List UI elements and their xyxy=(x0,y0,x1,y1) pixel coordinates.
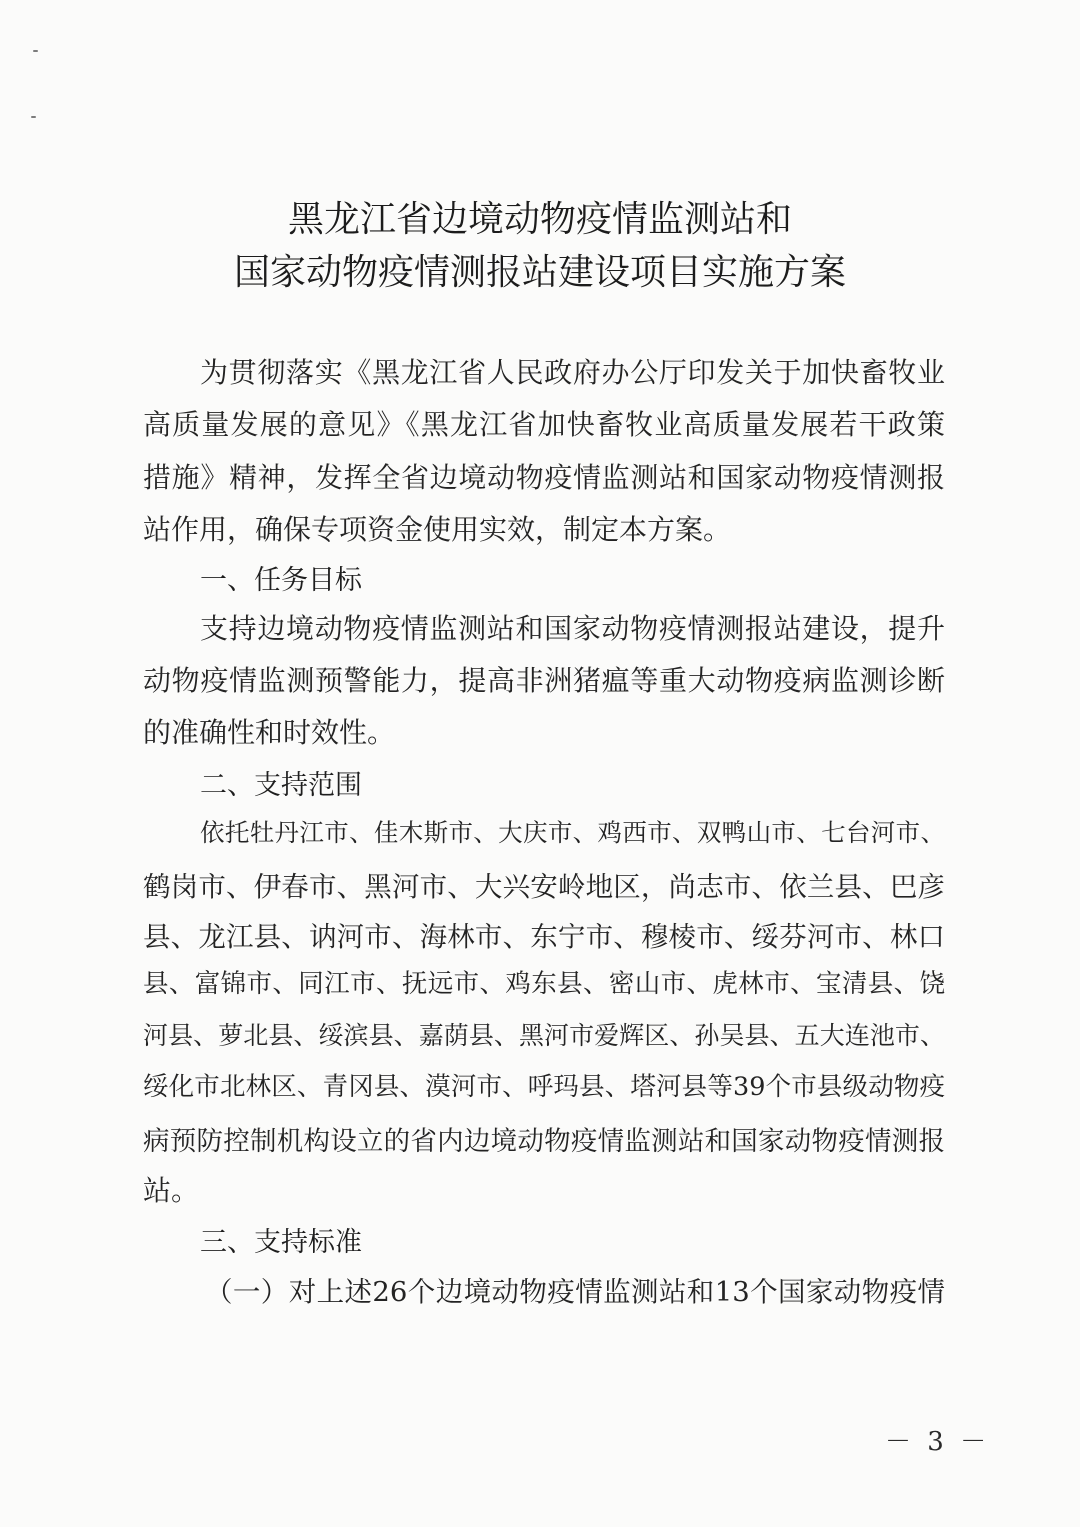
intro-line: 为贯彻落实《黑龙江省人民政府办公厅印发关于加快畜牧业 xyxy=(200,356,945,389)
section-2-line: 河县、萝北县、绥滨县、嘉荫县、黑河市爱辉区、孙吴县、五大连池市、 xyxy=(143,1021,945,1050)
scan-speck xyxy=(33,50,38,52)
intro-line: 高质量发展的意见》《黑龙江省加快畜牧业高质量发展若干政策 xyxy=(143,408,945,441)
document-title-line-2: 国家动物疫情测报站建设项目实施方案 xyxy=(233,252,846,293)
scan-speck xyxy=(31,116,36,118)
intro-line: 站作用，确保专项资金使用实效，制定本方案。 xyxy=(143,513,732,546)
section-1-line: 支持边境动物疫情监测站和国家动物疫情测报站建设，提升 xyxy=(200,612,945,645)
section-2-line: 县、龙江县、讷河市、海林市、东宁市、穆棱市、绥芬河市、林口 xyxy=(143,921,945,953)
document-title-line-1: 黑龙江省边境动物疫情监测站和 xyxy=(287,199,792,240)
section-1-line: 动物疫情监测预警能力，提高非洲猪瘟等重大动物疫病监测诊断 xyxy=(143,664,945,697)
section-3-line: （一）对上述26个边境动物疫情监测站和13个国家动物疫情 xyxy=(205,1276,945,1308)
section-2-line: 绥化市北林区、青冈县、漠河市、呼玛县、塔河县等39个市县级动物疫 xyxy=(143,1072,945,1102)
intro-line: 措施》精神，发挥全省边境动物疫情监测站和国家动物疫情测报 xyxy=(143,461,945,494)
section-heading: 二、支持范围 xyxy=(200,770,362,801)
section-2-line: 县、富锦市、同江市、抚远市、鸡东县、密山市、虎林市、宝清县、饶 xyxy=(143,969,945,999)
page-number: － 3 － xyxy=(885,1427,991,1457)
section-heading: 三、支持标准 xyxy=(200,1227,362,1258)
section-2-line: 病预防控制机构设立的省内边境动物疫情监测站和国家动物疫情测报 xyxy=(143,1126,945,1157)
section-2-line: 依托牡丹江市、佳木斯市、大庆市、鸡西市、双鸭山市、七台河市、 xyxy=(200,818,945,847)
section-2-line: 站。 xyxy=(143,1174,200,1207)
section-1-line: 的准确性和时效性。 xyxy=(143,716,396,749)
section-2-line: 鹤岗市、伊春市、黑河市、大兴安岭地区，尚志市、依兰县、巴彦 xyxy=(143,871,945,903)
section-heading: 一、任务目标 xyxy=(200,565,362,596)
